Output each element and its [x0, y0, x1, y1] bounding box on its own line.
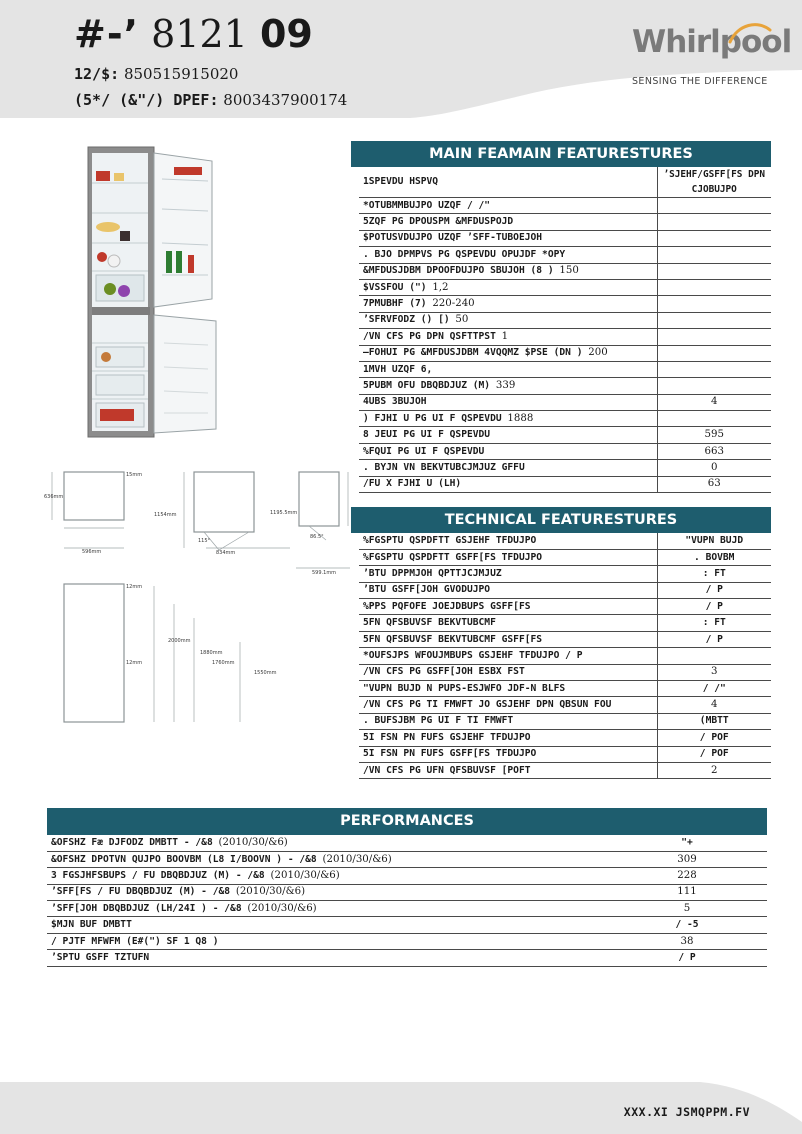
spec-label-text: . BYJN VN BEKVTUBCJMJUZ GFFU	[363, 461, 525, 473]
dim-label-115deg: 115°	[198, 538, 211, 544]
spec-label-text: ’SFF[JOH DBQBDJUZ (LH/24I ) - /&8	[51, 902, 242, 914]
technical-feature-row	[359, 746, 771, 762]
technical-feature-row	[359, 631, 771, 647]
performance-row	[47, 917, 767, 933]
brand-logo	[632, 24, 792, 87]
dim-label-12mm-top: 12mm	[126, 584, 143, 590]
main-feature-row	[359, 427, 771, 443]
dimension-drawings	[44, 468, 354, 726]
dim-label-1154mm: 1154mm	[154, 512, 177, 518]
technical-feature-row	[359, 582, 771, 598]
main-feature-row	[359, 329, 771, 345]
spec-value: 4	[657, 394, 771, 410]
spec-value	[657, 263, 771, 279]
spec-label	[359, 329, 657, 345]
main-feature-row	[359, 443, 771, 459]
spec-label	[359, 296, 657, 312]
spec-value: 4	[657, 697, 771, 713]
spec-label-text: . BUFSJBM PG UI F TI FMWFT	[363, 715, 514, 727]
spec-value: / P	[657, 599, 771, 615]
spec-value	[657, 247, 771, 263]
spec-label	[47, 933, 607, 949]
spec-inline-value: 1,2	[432, 281, 449, 293]
spec-label-text: %FGSPTU QSPDFTT GSJEHF TFDUJPO	[363, 534, 537, 546]
spec-inline-value: (2010/30/&6)	[247, 902, 317, 914]
spec-value: : FT	[657, 566, 771, 582]
spec-label	[47, 884, 607, 900]
spec-value	[657, 230, 771, 246]
technical-features-heading: TECHNICAL FEATURESTURES	[351, 507, 771, 533]
spec-label	[359, 460, 657, 476]
spec-label-text: –FOHUI PG &MFDUSJDBM 4VQQMZ $PSE (DN )	[363, 347, 583, 359]
spec-label	[359, 443, 657, 459]
technical-feature-row	[359, 713, 771, 729]
performance-row	[47, 884, 767, 900]
spec-value	[657, 198, 771, 214]
spec-value: / POF	[657, 746, 771, 762]
spec-value	[657, 214, 771, 230]
spec-value: / -5	[607, 917, 767, 933]
technical-feature-row	[359, 762, 771, 778]
product-code-label: 12/$:	[74, 65, 120, 83]
spec-value	[657, 648, 771, 664]
spec-label-text: $POTUSVDUJPO UZQF ’SFF-TUBOEJOH	[363, 232, 543, 244]
spec-label	[359, 214, 657, 230]
spec-label	[359, 411, 657, 427]
spec-label	[359, 263, 657, 279]
spec-value: / /"	[657, 681, 771, 697]
spec-label-text: &OFSHZ DPOTVN QUJPO BOOVBM (L8 I/BOOVN ) - /&8	[51, 853, 317, 865]
spec-label-text: 5FN QFSBUVSF BEKVTUBCMF GSFF[FS	[363, 633, 543, 645]
spec-label-text: 5ZQF PG DPOUSPM &MFDUSPOJD	[363, 216, 514, 228]
dim-label-596mm: 596mm	[82, 549, 102, 555]
spec-label-text: %FGSPTU QSPDFTT GSFF[FS TFDUJPO	[363, 551, 543, 563]
technical-feature-row	[359, 599, 771, 615]
spec-label-text: $VSSFOU (")	[363, 281, 427, 293]
main-feature-row	[359, 167, 771, 198]
technical-feature-row	[359, 533, 771, 549]
main-feature-row	[359, 361, 771, 377]
spec-value: 38	[607, 933, 767, 949]
main-features-heading: MAIN FEAMAIN FEATURESTURES	[351, 141, 771, 167]
spec-label	[359, 167, 657, 198]
spec-label	[47, 901, 607, 917]
spec-label	[359, 664, 657, 680]
spec-label-text: ’SFF[FS / FU DBQBDJUZ (M) - /&8	[51, 886, 231, 898]
spec-label-text: . BJO DPMPVS PG QSPEVDU OPUJDF *OPY	[363, 248, 566, 260]
spec-label-text: 8 JEUI PG UI F QSPEVDU	[363, 429, 491, 441]
spec-label	[359, 681, 657, 697]
spec-label	[47, 851, 607, 867]
product-code-line	[74, 63, 238, 85]
dim-label-834mm: 834mm	[216, 550, 236, 556]
main-feature-row	[359, 263, 771, 279]
spec-inline-value: 339	[495, 379, 516, 391]
spec-label	[359, 533, 657, 549]
spec-value: 63	[657, 476, 771, 492]
spec-label	[359, 582, 657, 598]
website-url: XXX.XI JSMQPPM.FV	[623, 1105, 750, 1119]
spec-label	[359, 713, 657, 729]
spec-inline-value: (2010/30/&6)	[270, 869, 340, 881]
performance-row	[47, 851, 767, 867]
technical-feature-row	[359, 549, 771, 565]
main-feature-row	[359, 460, 771, 476]
dim-label-599mm: 599.1mm	[312, 570, 337, 576]
spec-label	[359, 312, 657, 328]
spec-label-text: /VN CFS PG DPN QSFTTPST	[363, 330, 496, 342]
spec-label	[359, 427, 657, 443]
spec-label-text: 1MVH UZQF 6,	[363, 363, 433, 375]
spec-label	[359, 631, 657, 647]
spec-value: 228	[607, 868, 767, 884]
spec-label-text: / PJTF MFWFM (E#(") SF 1 Q8 )	[51, 935, 219, 947]
spec-label	[47, 835, 607, 851]
spec-value: 595	[657, 427, 771, 443]
main-feature-row	[359, 312, 771, 328]
spec-label-text: 7PMUBHF (7)	[363, 298, 427, 310]
spec-label-text: &MFDUSJDBM DPOOFDUJPO SBUJOH (8 )	[363, 265, 554, 277]
spec-label-text: *OTUBMMBUJPO UZQF / /"	[363, 199, 491, 211]
main-feature-row	[359, 279, 771, 295]
spec-value	[657, 411, 771, 427]
spec-value: 111	[607, 884, 767, 900]
spec-value: / P	[607, 950, 767, 966]
spec-label-text: /VN CFS PG UFN QFSBUVSF [POFT	[363, 764, 531, 776]
dim-label-1880mm: 1880mm	[200, 650, 223, 656]
spec-value: 0	[657, 460, 771, 476]
ean-code-line	[74, 89, 347, 111]
performance-row	[47, 835, 767, 851]
swoosh-icon	[728, 22, 772, 44]
technical-feature-row	[359, 730, 771, 746]
spec-label	[359, 198, 657, 214]
spec-label	[47, 950, 607, 966]
dim-label-1760mm: 1760mm	[212, 660, 235, 666]
performances-heading: PERFORMANCES	[47, 808, 767, 835]
spec-label	[359, 378, 657, 394]
spec-label-text: *OUFSJPS WFOUJMBUPS GSJEHF TFDUJPO / P	[363, 649, 583, 661]
dim-label-1195mm: 1195.5mm	[270, 510, 298, 516]
spec-label-text: 4UBS 3BUJOH	[363, 396, 427, 408]
dim-label-636mm: 636mm	[44, 494, 64, 500]
spec-value: 309	[607, 851, 767, 867]
spec-label	[47, 868, 607, 884]
spec-label-text: &OFSHZ Fæ DJFODZ DMBTT - /&8	[51, 836, 213, 848]
spec-inline-value: 150	[559, 265, 579, 277]
spec-label-text: $MJN BUF DMBTT	[51, 919, 132, 931]
spec-value: / P	[657, 582, 771, 598]
spec-value: / POF	[657, 730, 771, 746]
spec-label-text: 5I FSN PN FUFS GSJEHF TFDUJPO	[363, 731, 531, 743]
technical-feature-row	[359, 697, 771, 713]
technical-feature-row	[359, 681, 771, 697]
spec-value	[657, 279, 771, 295]
spec-label-text: ’SPTU GSFF TZTUFN	[51, 951, 150, 963]
technical-feature-row	[359, 648, 771, 664]
main-feature-row	[359, 214, 771, 230]
spec-label-text: ) FJHI U PG UI F QSPEVDU	[363, 412, 502, 424]
main-features-table	[359, 167, 771, 493]
ean-code-label: (5*/ (&"/) DPEF:	[74, 91, 219, 109]
spec-value	[657, 296, 771, 312]
spec-value: 5	[607, 901, 767, 917]
model-code: #-’	[74, 12, 140, 56]
performances-table	[47, 835, 767, 967]
spec-label	[359, 648, 657, 664]
performance-row	[47, 901, 767, 917]
spec-label-text: 5I FSN PN FUFS GSFF[FS TFDUJPO	[363, 748, 537, 760]
spec-label-text: %PPS PQFOFE JOEJDBUPS GSFF[FS	[363, 600, 531, 612]
technical-features-table	[359, 533, 771, 779]
spec-value	[657, 361, 771, 377]
spec-inline-value: 1	[501, 330, 509, 342]
spec-value: "+	[607, 835, 767, 851]
technical-feature-row	[359, 615, 771, 631]
spec-label	[359, 394, 657, 410]
spec-value: 3	[657, 664, 771, 680]
spec-label-text: /VN CFS PG GSFF[JOH ESBX FST	[363, 666, 525, 678]
spec-label	[359, 615, 657, 631]
spec-inline-value: 200	[588, 347, 608, 359]
spec-value	[657, 345, 771, 361]
main-feature-row	[359, 230, 771, 246]
main-feature-row	[359, 394, 771, 410]
spec-value	[657, 312, 771, 328]
spec-value: "VUPN BUJD	[657, 533, 771, 549]
spec-label	[359, 361, 657, 377]
spec-label	[359, 549, 657, 565]
main-feature-row	[359, 411, 771, 427]
spec-label-text: /FU X FJHI U (LH)	[363, 478, 462, 490]
spec-value: ’SJEHF/GSFF[FS DPN CJOBUJPO	[657, 167, 771, 198]
spec-value: 663	[657, 443, 771, 459]
dim-label-86deg: 86.5°	[310, 534, 324, 540]
product-code-value: 850515915020	[123, 65, 239, 83]
performance-row	[47, 868, 767, 884]
technical-feature-row	[359, 664, 771, 680]
spec-label-text: 3 FGSJHFSBUPS / FU DBQBDJUZ (M) - /&8	[51, 869, 265, 881]
main-feature-row	[359, 476, 771, 492]
spec-label-text: 1SPEVDU HSPVQ	[363, 176, 439, 187]
dim-label-12mm-mid: 12mm	[126, 660, 143, 666]
dim-label-1550mm: 1550mm	[254, 670, 277, 676]
spec-inline-value: (2010/30/&6)	[322, 853, 392, 865]
spec-value: / P	[657, 631, 771, 647]
dim-label-2000mm: 2000mm	[168, 638, 191, 644]
spec-value: 2	[657, 762, 771, 778]
spec-label-text: 5PUBM OFU DBQBDJUZ (M)	[363, 379, 491, 391]
main-feature-row	[359, 247, 771, 263]
main-feature-row	[359, 345, 771, 361]
spec-label	[359, 730, 657, 746]
spec-label-text: "VUPN BUJD N PUPS-ESJWFO JDF-N BLFS	[363, 682, 566, 694]
spec-label	[47, 917, 607, 933]
spec-label-text: ’BTU GSFF[JOH GVODUJPO	[363, 584, 491, 596]
spec-label-text: ’SFRVFODZ () [)	[363, 314, 450, 326]
product-image	[84, 143, 220, 441]
brand-tagline: SENSING THE DIFFERENCE	[632, 76, 768, 87]
spec-inline-value: (2010/30/&6)	[218, 836, 288, 848]
spec-label-text: %FQUI PG UI F QSPEVDU	[363, 445, 485, 457]
spec-value: . BOVBM	[657, 549, 771, 565]
spec-label	[359, 697, 657, 713]
spec-value: : FT	[657, 615, 771, 631]
spec-inline-value: 1888	[507, 412, 534, 424]
dim-label-15mm: 15mm	[126, 472, 143, 478]
ean-code-value: 8003437900174	[223, 91, 348, 109]
main-feature-row	[359, 378, 771, 394]
model-number: 8121	[151, 12, 248, 56]
spec-label	[359, 247, 657, 263]
spec-value	[657, 329, 771, 345]
spec-label	[359, 599, 657, 615]
spec-label-text: ’BTU DPPMJOH QPTTJCJMJUZ	[363, 567, 502, 579]
spec-label	[359, 762, 657, 778]
spec-value: (MBTT	[657, 713, 771, 729]
spec-label	[359, 279, 657, 295]
performance-row	[47, 933, 767, 949]
model-suffix: 09	[259, 12, 313, 56]
performance-row	[47, 950, 767, 966]
model-title	[74, 12, 313, 56]
spec-value	[657, 378, 771, 394]
spec-label-text: /VN CFS PG TI FMWFT JO GSJEHF DPN QBSUN FOU	[363, 699, 612, 711]
technical-feature-row	[359, 566, 771, 582]
main-feature-row	[359, 198, 771, 214]
spec-inline-value: 50	[455, 314, 469, 326]
main-feature-row	[359, 296, 771, 312]
brand-name: Whirlpool	[632, 24, 792, 60]
spec-label-text: 5FN QFSBUVSF BEKVTUBCMF	[363, 617, 496, 629]
spec-label	[359, 345, 657, 361]
spec-label	[359, 746, 657, 762]
spec-inline-value: (2010/30/&6)	[235, 886, 306, 898]
spec-label	[359, 230, 657, 246]
spec-label	[359, 566, 657, 582]
spec-inline-value: 220-240	[432, 298, 475, 310]
spec-label	[359, 476, 657, 492]
